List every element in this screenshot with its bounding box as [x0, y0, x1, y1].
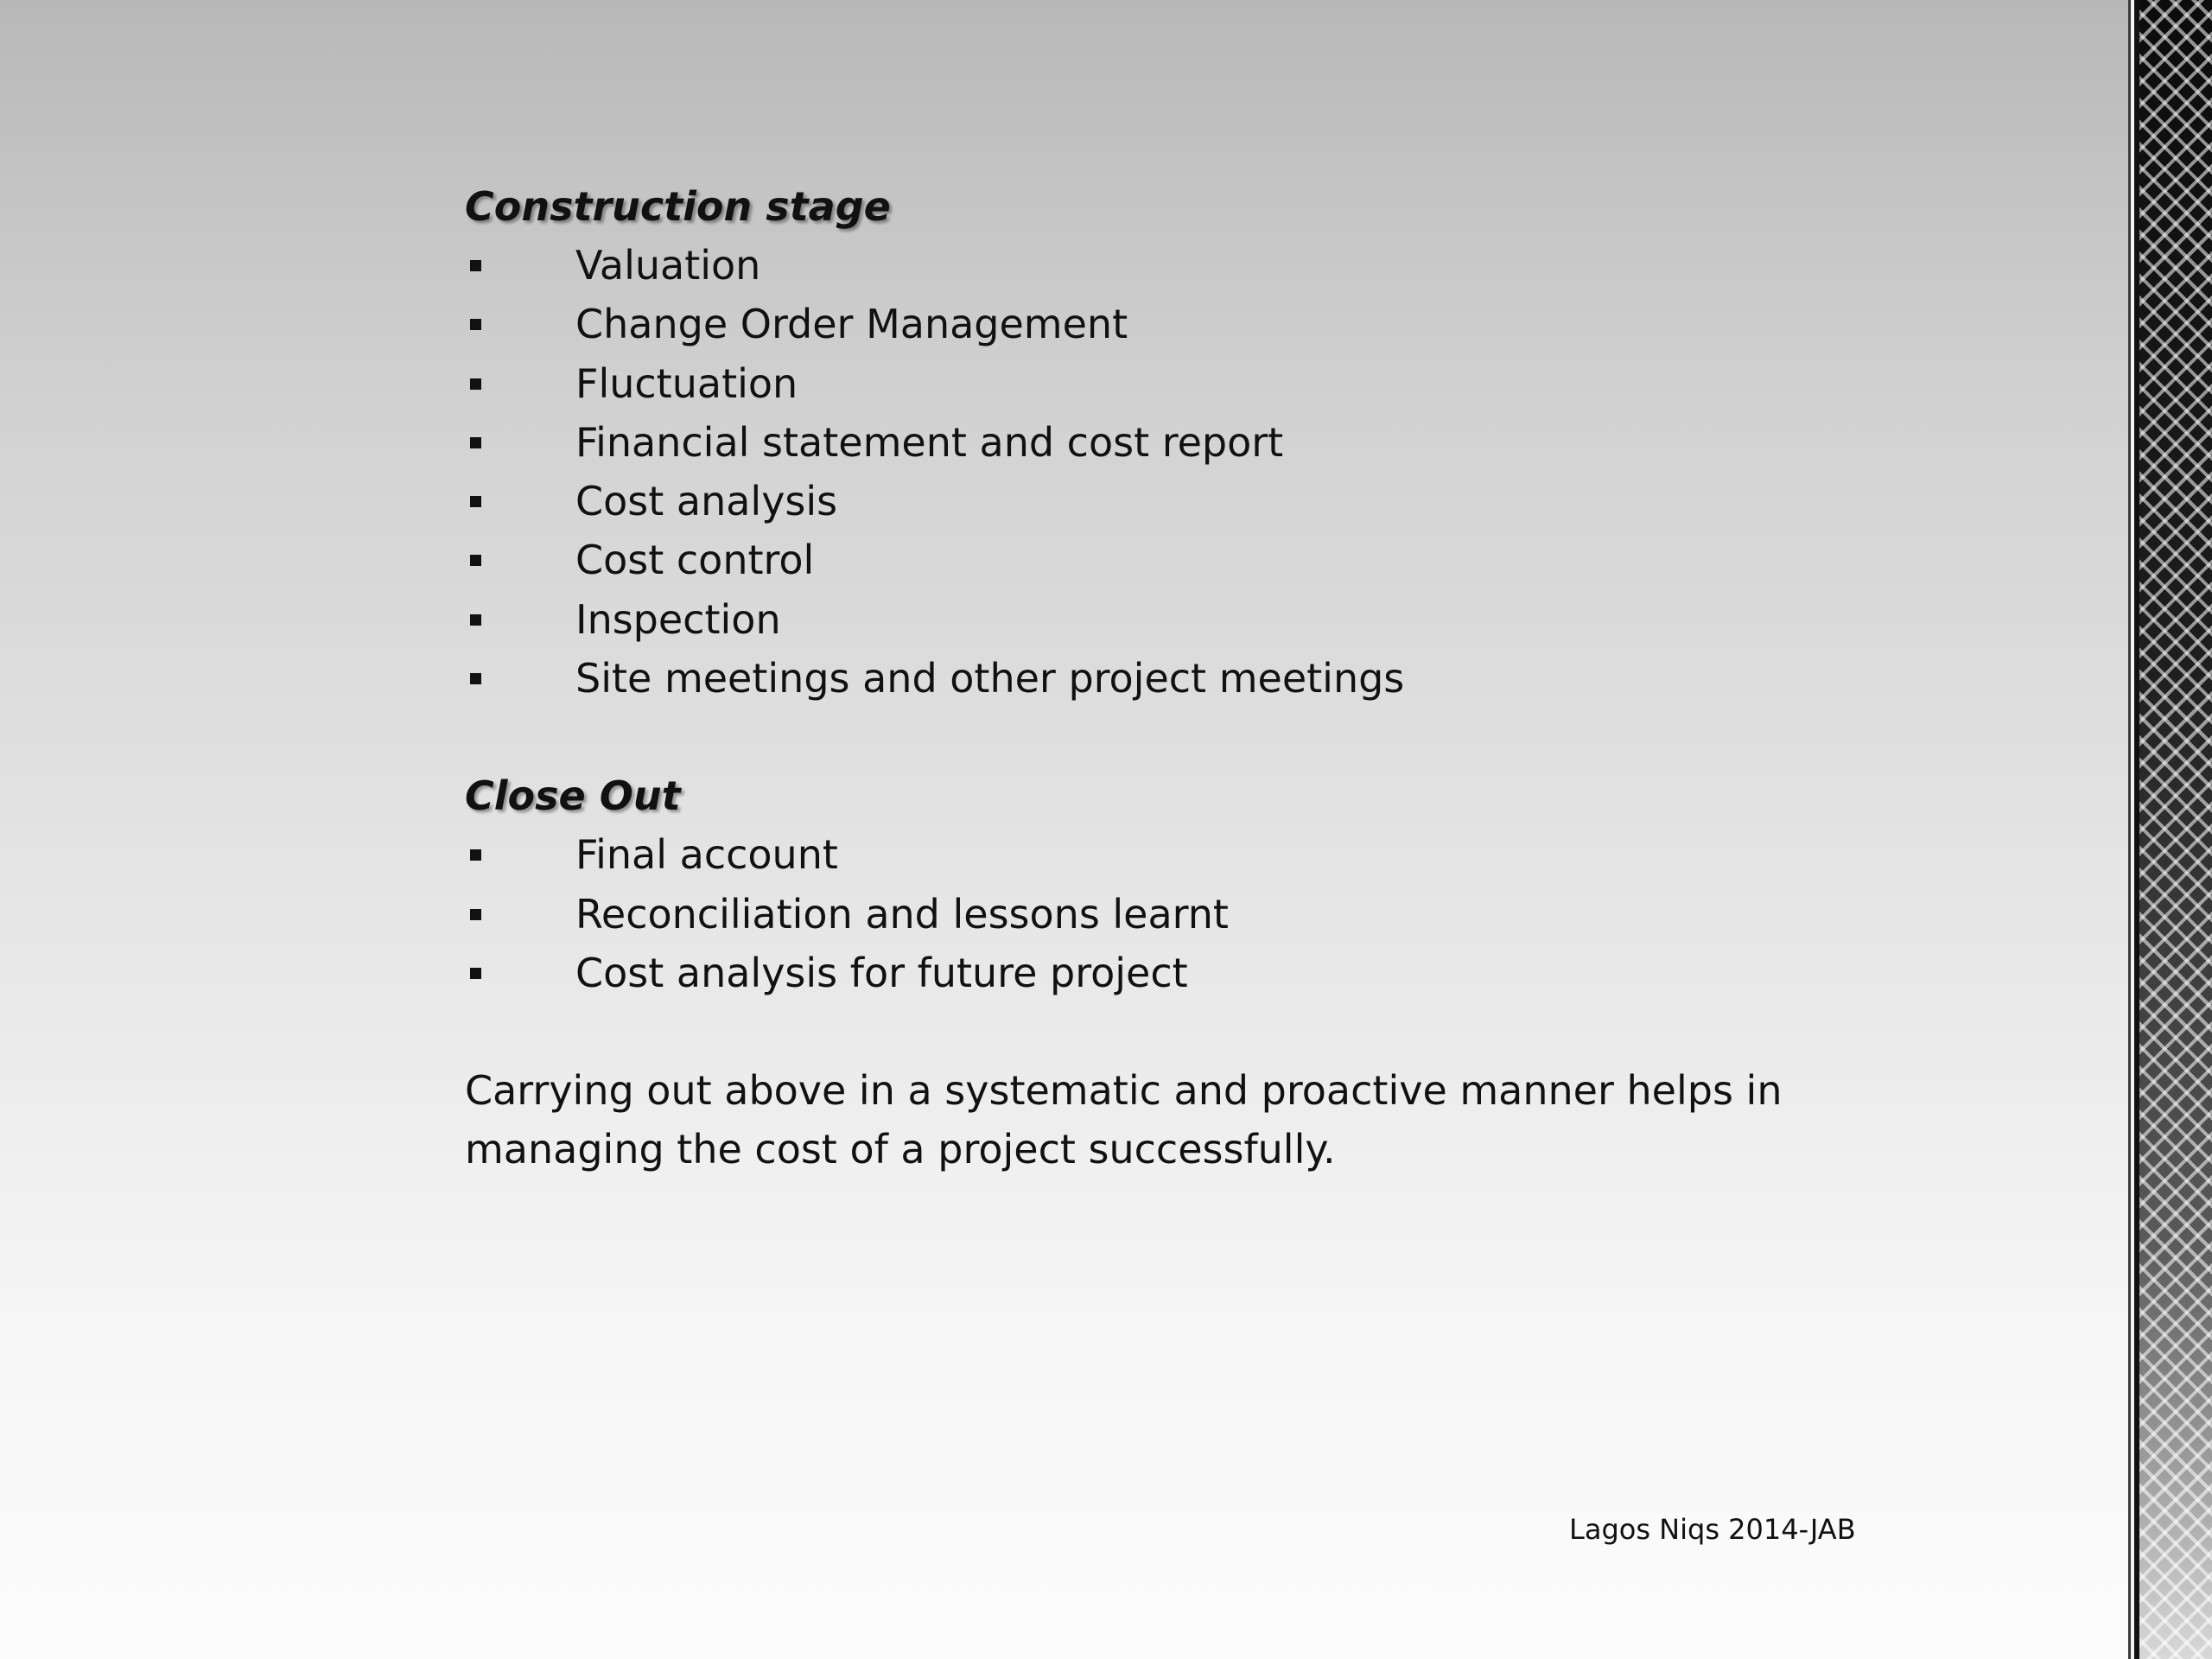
construction-stage-heading: Construction stage: [465, 183, 891, 230]
square-bullet-icon: [470, 968, 481, 979]
list-item: [465, 590, 1934, 649]
list-item-label: Cost analysis: [575, 478, 838, 525]
square-bullet-icon: [470, 555, 481, 566]
spacer: [465, 708, 1934, 766]
list-item-label: Cost control: [575, 537, 815, 584]
list-item-label: Inspection: [575, 595, 781, 643]
list-item: [465, 944, 1934, 1002]
list-item: [465, 531, 1934, 589]
construction-stage-list: [465, 236, 1934, 708]
square-bullet-icon: [470, 260, 481, 271]
list-item-label: Change Order Management: [575, 301, 1128, 348]
square-bullet-icon: [470, 849, 481, 861]
slide-content: [465, 177, 1934, 1179]
list-item: [465, 885, 1934, 944]
square-bullet-icon: [470, 378, 481, 390]
list-item-label: Financial statement and cost report: [575, 418, 1284, 466]
list-item: [465, 295, 1934, 353]
list-item-label: Site meetings and other project meetings: [575, 655, 1405, 702]
decorative-side-strip: [2139, 0, 2212, 1659]
list-item: [465, 354, 1934, 413]
list-item: [465, 472, 1934, 531]
list-item-label: Cost analysis for future project: [575, 949, 1188, 996]
square-bullet-icon: [470, 437, 481, 448]
spacer: [465, 1002, 1934, 1061]
summary-paragraph: Carrying out above in a systematic and proactive manner helps in managing the cost of a project successfully.: [465, 1067, 1783, 1173]
square-bullet-icon: [470, 319, 481, 330]
square-bullet-icon: [470, 614, 481, 626]
list-item: [465, 413, 1934, 472]
square-bullet-icon: [470, 496, 481, 507]
list-item: [465, 825, 1934, 884]
close-out-heading: Close Out: [465, 772, 681, 820]
list-item: [465, 649, 1934, 708]
close-out-list: [465, 825, 1934, 1002]
footer-text: Lagos Niqs 2014-JAB: [1569, 1513, 1856, 1546]
square-bullet-icon: [470, 673, 481, 684]
list-item-label: Reconciliation and lessons learnt: [575, 890, 1229, 938]
list-item-label: Fluctuation: [575, 359, 798, 407]
list-item: [465, 236, 1934, 295]
list-item-label: Valuation: [575, 242, 761, 289]
list-item-label: Final account: [575, 831, 838, 879]
square-bullet-icon: [470, 909, 481, 920]
